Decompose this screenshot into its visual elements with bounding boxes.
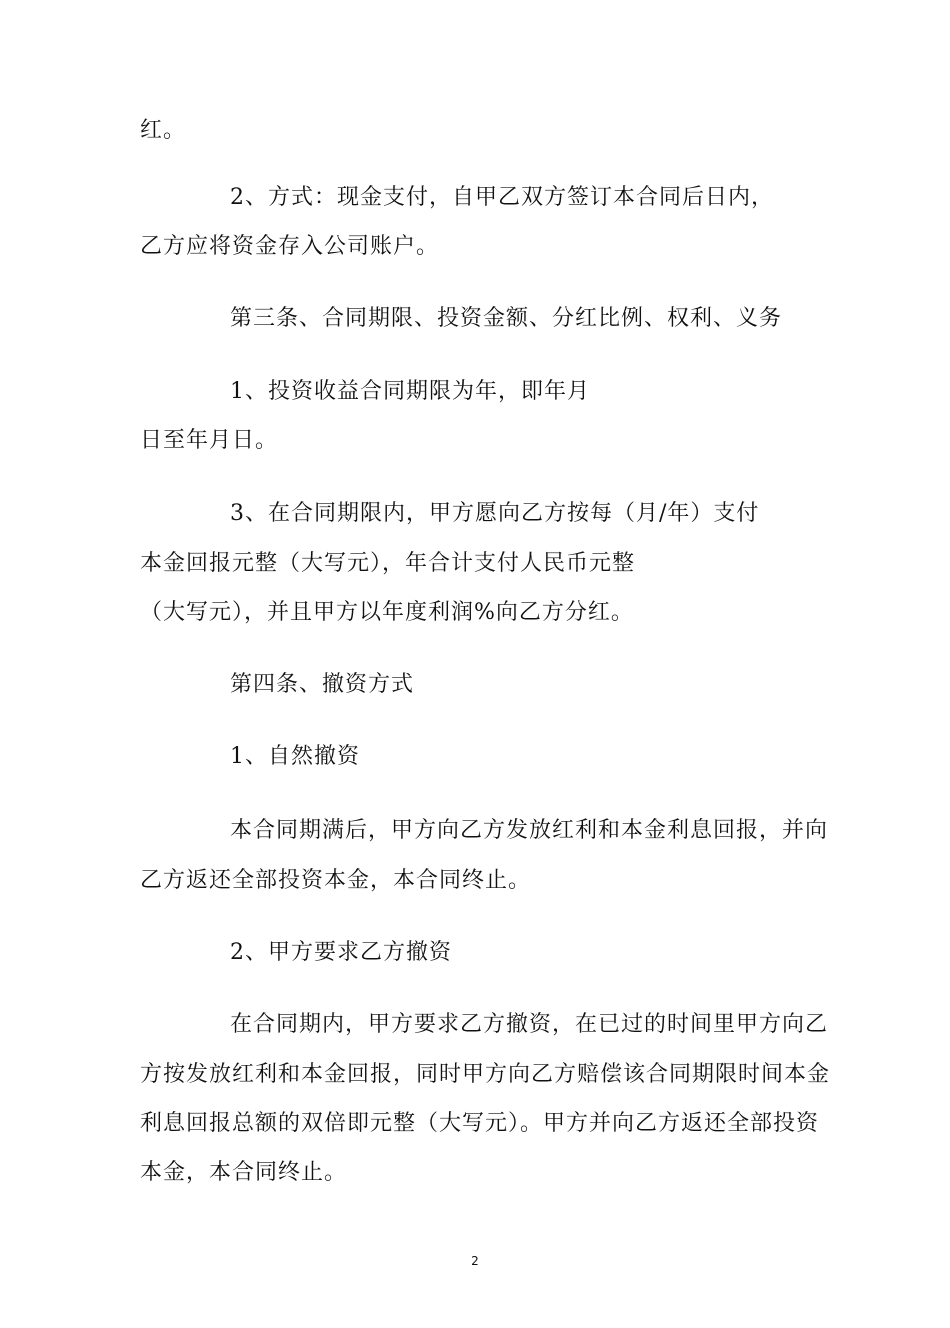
text-line: 本合同期满后，甲方向乙方发放红利和本金利息回报，并向 [230, 818, 829, 843]
section-heading: 第四条、撤资方式 [230, 672, 415, 697]
text-line: 本金，本合同终止。 [140, 1160, 348, 1185]
text-line: 2、方式：现金支付，自甲乙双方签订本合同后日内， [230, 185, 774, 210]
text-line: （大写元），并且甲方以年度利润%向乙方分红。 [140, 600, 634, 625]
text-line: 利息回报总额的双倍即元整（大写元）。甲方并向乙方返还全部投资 [140, 1111, 820, 1136]
text-line: 在合同期内，甲方要求乙方撤资，在已过的时间里甲方向乙 [230, 1012, 829, 1037]
text-line: 1、投资收益合同期限为年，即年月 [230, 379, 590, 404]
text-line: 本金回报元整（大写元），年合计支付人民币元整 [140, 551, 636, 576]
text-line: 红。 [140, 118, 187, 143]
subsection-heading: 2、甲方要求乙方撤资 [230, 940, 452, 965]
text-line: 3、在合同期限内，甲方愿向乙方按每（月/年）支付 [230, 501, 760, 526]
text-line: 日至年月日。 [140, 428, 279, 453]
page-number: 2 [471, 1254, 479, 1268]
text-line: 乙方应将资金存入公司账户。 [140, 234, 440, 259]
section-heading: 第三条、合同期限、投资金额、分红比例、权利、义务 [230, 306, 783, 331]
text-line: 方按发放红利和本金回报，同时甲方向乙方赔偿该合同期限时间本金 [140, 1062, 831, 1087]
subsection-heading: 1、自然撤资 [230, 744, 360, 769]
text-line: 乙方返还全部投资本金，本合同终止。 [140, 868, 532, 893]
